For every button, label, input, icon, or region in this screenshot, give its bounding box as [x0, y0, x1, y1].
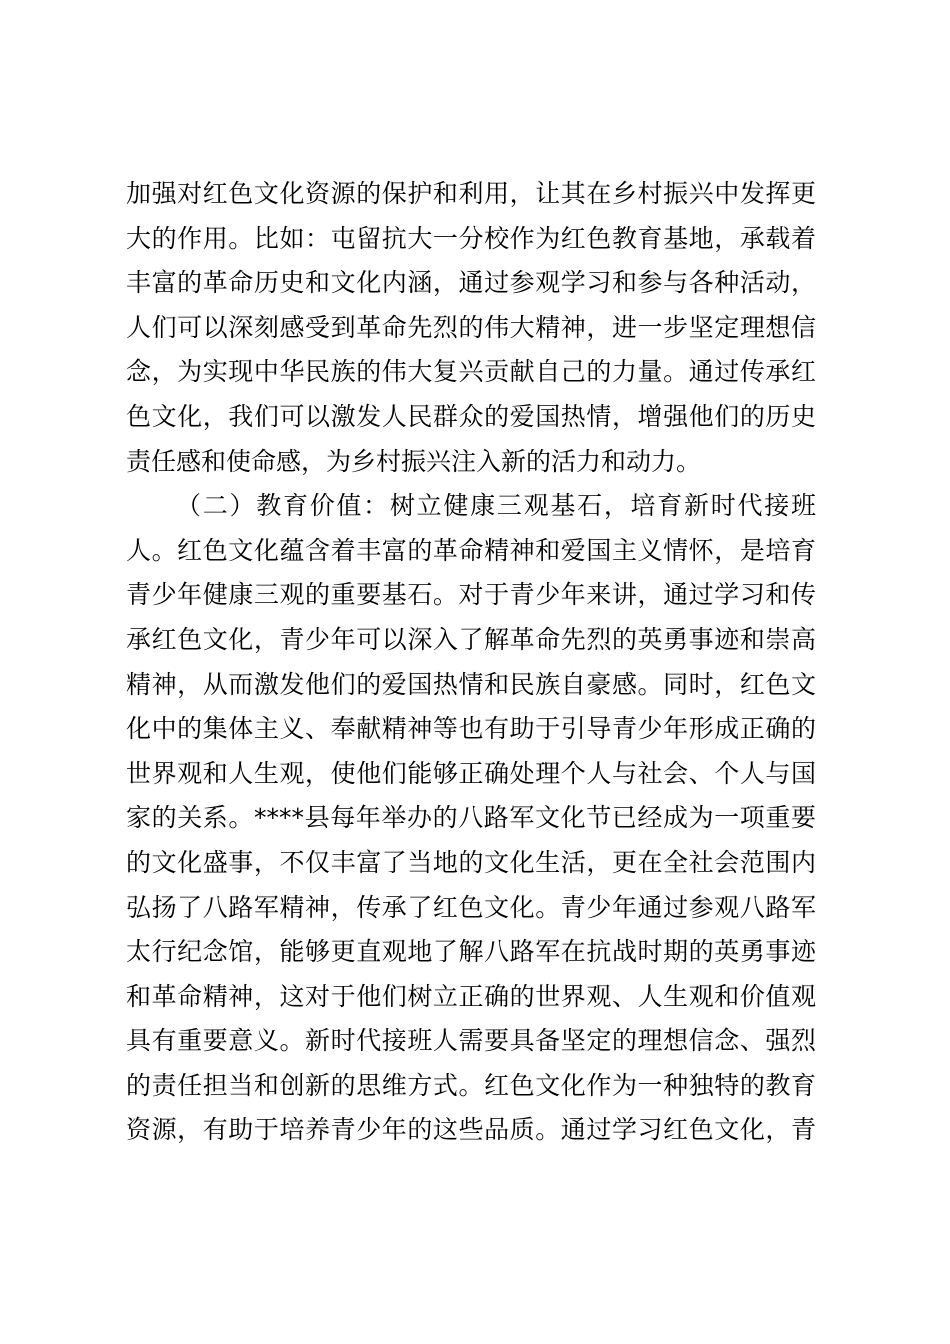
text-line: 色文化，我们可以激发人民群众的爱国热情，增强他们的历史 — [126, 401, 816, 431]
text-line: 太行纪念馆，能够更直观地了解八路军在抗战时期的英勇事迹 — [126, 937, 816, 967]
text-line: 责任感和使命感，为乡村振兴注入新的活力和动力。 — [126, 446, 702, 476]
section-heading-line: （二）教育价值：树立健康三观基石，培育新时代接班 — [176, 491, 816, 521]
text-line: 大的作用。比如：屯留抗大一分校作为红色教育基地，承载着 — [126, 223, 816, 253]
body-text — [126, 172, 816, 1153]
text-line: 青少年健康三观的重要基石。对于青少年来讲，通过学习和传 — [126, 580, 816, 610]
text-line: 人们可以深刻感受到革命先烈的伟大精神，进一步坚定理想信 — [126, 312, 816, 342]
text-line: 加强对红色文化资源的保护和利用，让其在乡村振兴中发挥更 — [126, 179, 816, 208]
text-line: 资源，有助于培养青少年的这些品质。通过学习红色文化，青 — [126, 1115, 816, 1145]
text-line: 丰富的革命历史和文化内涵，通过参观学习和参与各种活动， — [126, 268, 816, 298]
text-line: 念，为实现中华民族的伟大复兴贡献自己的力量。通过传承红 — [126, 357, 816, 387]
text-line: 弘扬了八路军精神，传承了红色文化。青少年通过参观八路军 — [126, 892, 816, 922]
text-line: 精神，从而激发他们的爱国热情和民族自豪感。同时，红色文 — [126, 669, 816, 699]
text-line: 的责任担当和创新的思维方式。红色文化作为一种独特的教育 — [126, 1070, 816, 1100]
text-line: 家的关系。****县每年举办的八路军文化节已经成为一项重要 — [126, 803, 816, 833]
text-line: 承红色文化，青少年可以深入了解革命先烈的英勇事迹和崇高 — [126, 624, 816, 654]
text-line: 和革命精神，这对于他们树立正确的世界观、人生观和价值观 — [126, 981, 816, 1011]
text-line: 化中的集体主义、奉献精神等也有助于引导青少年形成正确的 — [126, 714, 816, 744]
text-line: 的文化盛事，不仅丰富了当地的文化生活，更在全社会范围内 — [126, 847, 816, 877]
text-line: 人。红色文化蕴含着丰富的革命精神和爱国主义情怀，是培育 — [126, 535, 816, 565]
text-line: 具有重要意义。新时代接班人需要具备坚定的理想信念、强烈 — [126, 1026, 816, 1056]
text-line: 世界观和人生观，使他们能够正确处理个人与社会、个人与国 — [126, 758, 816, 788]
